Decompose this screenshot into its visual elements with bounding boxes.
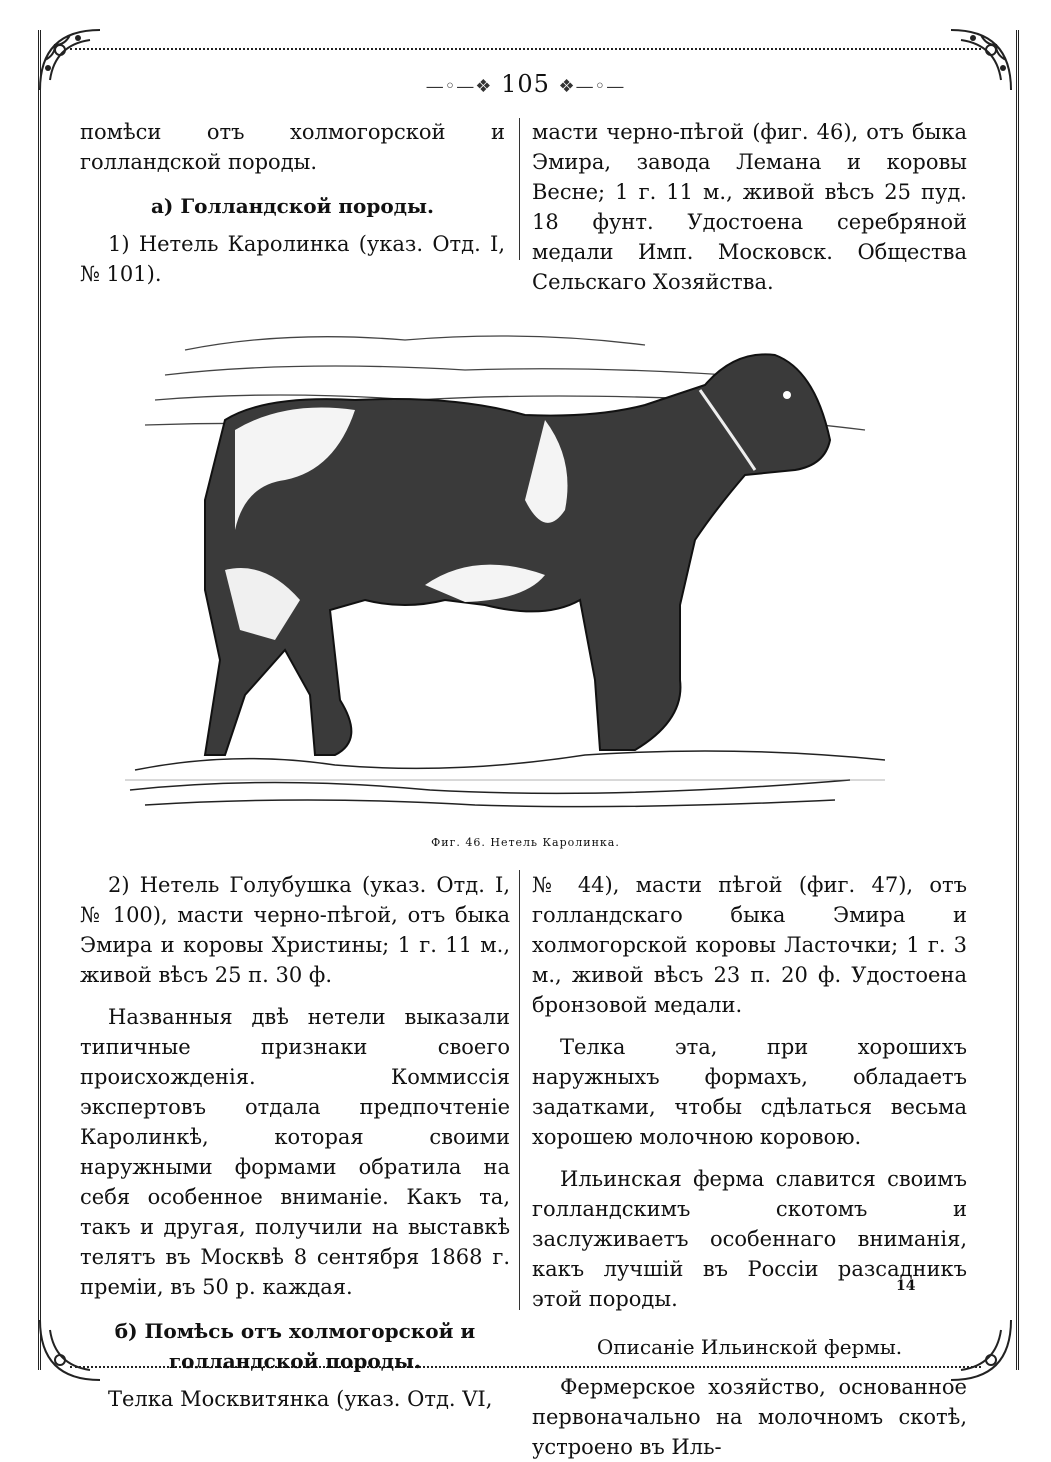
section-heading: Описаніе Ильинской фермы. [596, 1335, 903, 1359]
page-number-header [0, 70, 1051, 98]
cow-engraving-figure [125, 300, 885, 830]
top-dotted-border [70, 48, 981, 50]
cow-engraving-icon [125, 300, 885, 830]
paragraph: масти черно-пѣгой (фиг. 46), отъ быка Эмира, завода Лемана и коровы Весне; 1 г. 11 м., живой вѣсъ 25 пуд. 18 фунт. Удостоена серебряной медали Имп. Московск. Общества Сельскаго Хозяйства. [532, 120, 967, 294]
left-flourish-icon: —◦—❖ [425, 76, 493, 97]
paragraph: Телка эта, при хорошихъ наружныхъ формахъ, обладаетъ задатками, чтобы сдѣлаться весьма хорошею молочною коровою. [532, 1035, 967, 1149]
bottom-left-column [80, 870, 510, 1414]
column-rule [519, 118, 520, 260]
right-flourish-icon: ❖—◦— [558, 76, 626, 97]
paragraph: Телка Москвитянка (указ. Отд. VI, [108, 1387, 493, 1411]
paragraph: помѣси отъ холмогорской и голландской породы. [80, 120, 505, 174]
figure-caption: Фиг. 46. Нетель Каролинка. [431, 836, 620, 849]
paragraph: № 44), масти пѣгой (фиг. 47), отъ голландскаго быка Эмира и холмогорской коровы Ласточки; 1 г. 3 м., живой вѣсъ 23 п. 20 ф. Удостоена бронзовой медали. [532, 873, 967, 1017]
section-heading: а) Голландской породы. [150, 194, 435, 218]
section-heading: б) Помѣсь отъ холмогорской и голландской породы. [114, 1319, 476, 1373]
paragraph: Названныя двѣ нетели выказали типичные признаки своего происхожденія. Коммиссія экспертовъ отдала предпочтеніе Каролинкѣ, которая своими наружными формами обратила на себя особенное вниманіе. Какъ та, такъ и другая, получили на выставкѣ телятъ въ Москвѣ 8 сентября 1868 г. преміи, въ 50 р. каждая. [80, 1005, 510, 1299]
paragraph: 1) Нетель Каролинка (указ. Отд. I, № 101). [80, 232, 505, 286]
signature-mark: 14 [896, 1278, 916, 1294]
top-right-column [532, 117, 967, 297]
paragraph: 2) Нетель Голубушка (указ. Отд. I, № 100), масти черно-пѣгой, отъ быка Эмира и коровы Христины; 1 г. 11 м., живой вѣсъ 25 п. 30 ф. [80, 873, 510, 987]
column-rule [519, 870, 520, 1310]
paragraph: Ильинская ферма славится своимъ голландскимъ скотомъ и заслуживаетъ особеннаго вниманія, какъ лучшій въ Россіи разсадникъ этой породы. [532, 1167, 967, 1311]
paragraph: Фермерское хозяйство, основанное первоначально на молочномъ скотѣ, устроено въ Иль- [532, 1375, 967, 1459]
page-number: 105 [501, 70, 550, 98]
top-left-column [80, 117, 505, 289]
bottom-right-column [532, 870, 967, 1462]
